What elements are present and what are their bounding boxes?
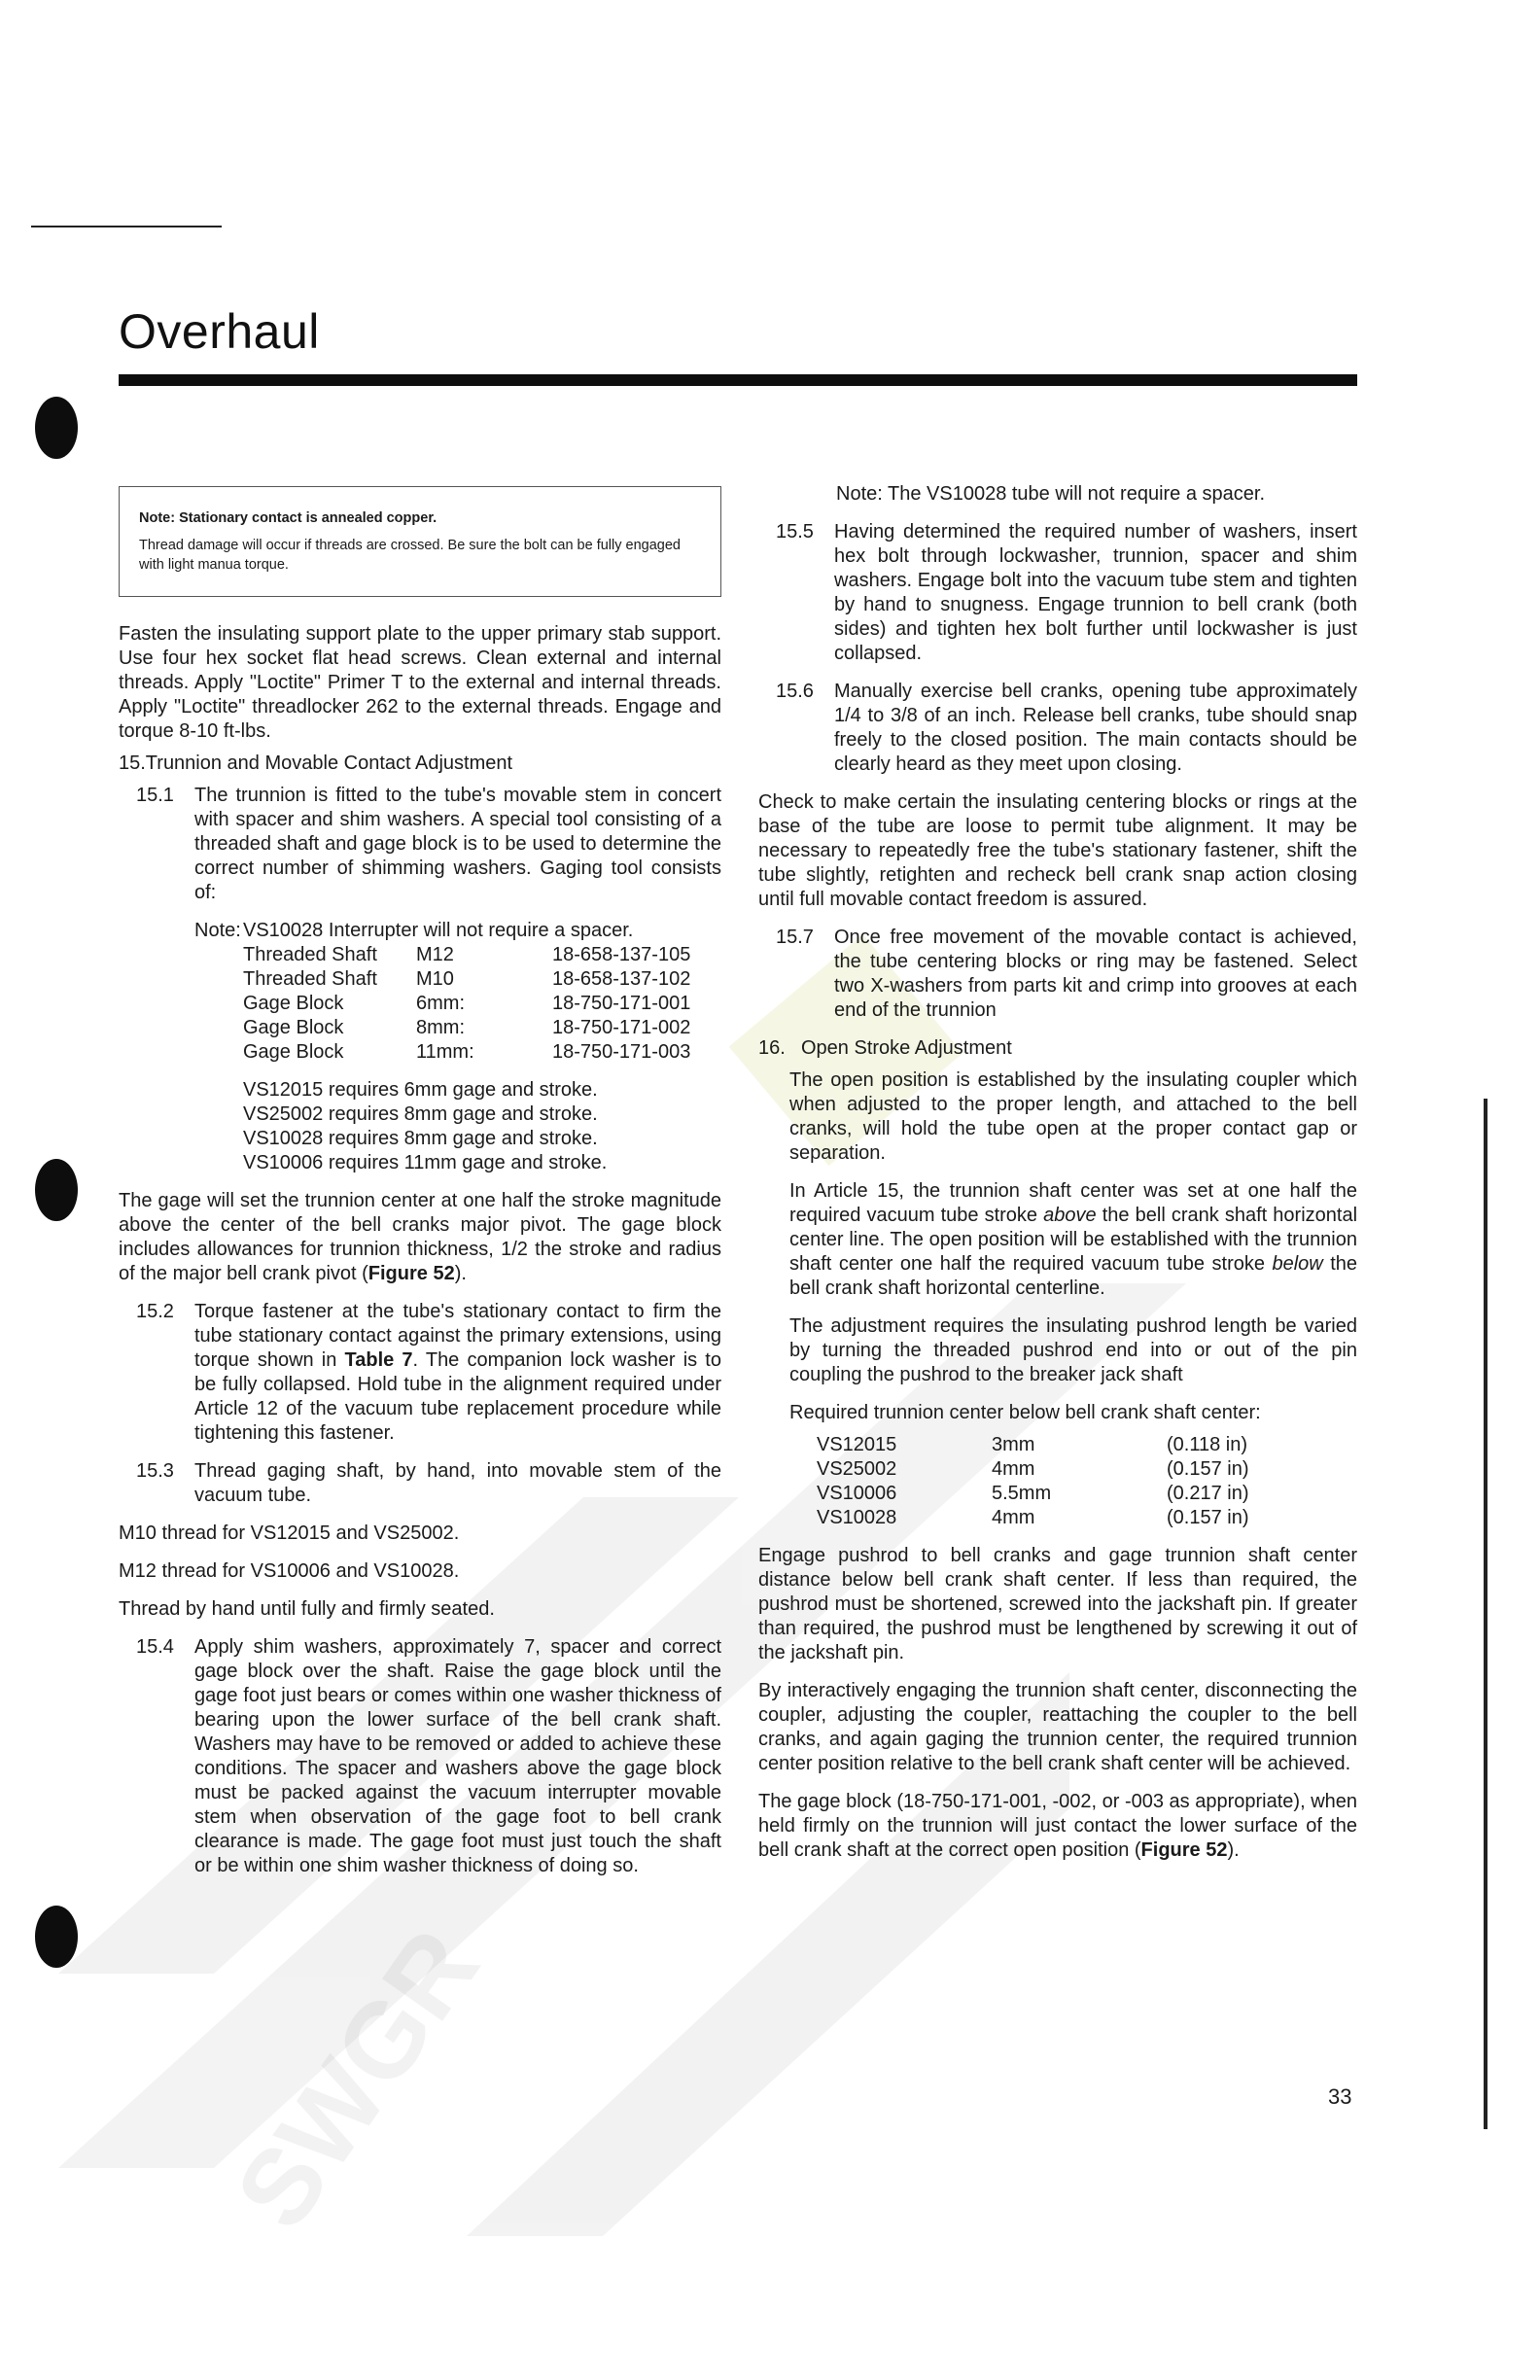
note-box-title: Note: Stationary contact is annealed copper. [139, 510, 438, 526]
article-15-paragraph [789, 1179, 1357, 1301]
gage-paragraph-text: The gage will set the trunnion center at one half the stroke magnitude above the center of the bell cranks major pivot. The gage block includes allowances for trunnion thickness, 1/2 the stroke and radius of the major bell crank pivot ( [119, 1190, 721, 1284]
step-text [194, 1300, 721, 1446]
tool-part-number: 18-658-137-105 [552, 944, 691, 965]
gage-paragraph-end: ). [454, 1263, 467, 1284]
tool-name: Gage Block [243, 1041, 344, 1063]
note-box [119, 486, 721, 597]
requirement-line: VS12015 requires 6mm gage and stroke. [243, 1079, 598, 1101]
model-name: VS25002 [817, 1458, 897, 1480]
model-name: VS10006 [817, 1483, 897, 1504]
step-number: 15.2 [136, 1301, 174, 1322]
binder-hole-bottom [35, 1906, 78, 1968]
page-title: Overhaul [119, 304, 320, 359]
m10-thread-line: M10 thread for VS12015 and VS25002. [119, 1522, 460, 1544]
tool-name: Gage Block [243, 993, 344, 1014]
gaging-tool-list [194, 919, 721, 1175]
step-15-6 [758, 680, 1357, 777]
requirement-line: VS10028 requires 8mm gage and stroke. [243, 1128, 598, 1149]
open-position-paragraph: The open position is established by the insulating coupler which when adjusted to the proper length, and attached to the bell cranks, will hold the tube open at the proper contact gap or separation. [789, 1069, 1357, 1164]
step-15-7 [758, 926, 1357, 1023]
gage-paragraph [119, 1189, 721, 1286]
page-number: 33 [1328, 2084, 1352, 2109]
adjustment-paragraph: The adjustment requires the insulating pushrod length be varied by turning the threaded pushrod end into or out of the pin coupling the pushrod to the breaker jack shaft [789, 1315, 1357, 1385]
trunnion-row [817, 1457, 1357, 1482]
tool-row [243, 992, 721, 1016]
gage-block-text: The gage block (18-750-171-001, -002, or -003 as appropriate), when held firmly on the trunnion will just contact the lower surface of the bell crank shaft at the correct open position ( [758, 1791, 1357, 1861]
article-text-b: the bell crank shaft horizontal center line. The open position will be established with the trunnion shaft center one half the required vacuum tube stroke [789, 1205, 1358, 1275]
note-box-body: Thread damage will occur if threads are crossed. Be sure the bolt can be fully engaged with light manua torque. [139, 538, 681, 573]
m12-thread-line: M12 thread for VS10006 and VS10028. [119, 1560, 460, 1582]
tool-size: 11mm: [416, 1041, 474, 1063]
offset-inch: (0.157 in) [1167, 1458, 1249, 1480]
trunnion-row [817, 1433, 1357, 1457]
model-name: VS12015 [817, 1434, 897, 1455]
tools-note: VS10028 Interrupter will not require a spacer. [243, 920, 634, 941]
figure-reference: Figure 52 [1140, 1839, 1228, 1861]
step-text-a: Torque fastener at the tube's stationary contact to firm the tube stationary contact against the primary extensions, using torque shown in [194, 1301, 721, 1371]
step-number: 15.4 [136, 1636, 174, 1658]
tool-part-number: 18-750-171-003 [552, 1041, 691, 1063]
step-number: 15.1 [136, 785, 174, 806]
figure-reference: Figure 52 [368, 1263, 455, 1284]
header-short-rule [31, 226, 222, 228]
trunnion-row [817, 1482, 1357, 1506]
offset-mm: 4mm [992, 1458, 1035, 1480]
section-16-heading [758, 1036, 1357, 1061]
offset-mm: 5.5mm [992, 1483, 1052, 1504]
gage-block-end: ). [1227, 1839, 1240, 1861]
requirement-line: VS25002 requires 8mm gage and stroke. [243, 1103, 598, 1125]
step-15-3 [119, 1459, 721, 1508]
spacer-note: Note: The VS10028 tube will not require a spacer. [836, 483, 1266, 505]
tool-part-number: 18-750-171-002 [552, 1017, 691, 1038]
tool-table [243, 943, 721, 1065]
binder-hole-middle [35, 1159, 78, 1221]
requirement-list [243, 1078, 721, 1175]
tool-row [243, 1040, 721, 1065]
offset-mm: 3mm [992, 1434, 1035, 1455]
title-rule [119, 374, 1357, 386]
scan-edge-line [1484, 1099, 1488, 2129]
step-text: Once free movement of the movable contact is achieved, the tube centering blocks or ring may be fastened. Select two X-washers from parts kit and crimp into grooves at each end of the trunnion [834, 927, 1357, 1021]
emphasis-below: below [1272, 1253, 1323, 1275]
article-text-c: the bell crank shaft horizontal centerline. [789, 1253, 1357, 1299]
intro-paragraph: Fasten the insulating support plate to the upper primary stab support. Use four hex socket flat head screws. Clean external and internal threads. Apply "Loctite" Primer T to the external and internal threads. Apply "Loctite" threadlocker 262 to the external threads. Engage and torque 8-10 ft-lbs. [119, 623, 721, 742]
article-text-a: In Article 15, the trunnion shaft center was set at one half the required vacuum tube stroke [789, 1180, 1357, 1226]
offset-inch: (0.118 in) [1167, 1434, 1248, 1455]
requirement-line: VS10006 requires 11mm gage and stroke. [243, 1152, 608, 1173]
step-text-b: . The companion lock washer is to be fully collapsed. Hold tube in the alignment required under Article 12 of the vacuum tube replacement procedure while tightening this fastener. [194, 1349, 721, 1444]
tool-size: M12 [416, 944, 454, 965]
section-15-heading: 15.Trunnion and Movable Contact Adjustment [119, 752, 513, 774]
step-number: 15.3 [136, 1460, 174, 1482]
engage-paragraph: Engage pushrod to bell cranks and gage trunnion shaft center distance below bell crank shaft center. If less than required, the pushrod must be shortened, screwed into the jackshaft pin. If greater than required, the pushrod must be lengthened by screwing it out of the jackshaft pin. [758, 1545, 1357, 1663]
tool-row [243, 943, 721, 967]
step-text: Manually exercise bell cranks, opening tube approximately 1/4 to 3/8 of an inch. Release bell cranks, tube should snap freely to the closed position. The main contacts should be clearly heard as they meet upon closing. [834, 681, 1357, 775]
tool-part-number: 18-750-171-001 [552, 993, 691, 1014]
step-15-5 [758, 520, 1357, 666]
section-number: 16. [758, 1037, 786, 1059]
step-number: 15.7 [776, 927, 814, 948]
offset-inch: (0.157 in) [1167, 1507, 1249, 1528]
step-text: Thread gaging shaft, by hand, into movable stem of the vacuum tube. [194, 1460, 721, 1506]
trunnion-table [817, 1433, 1357, 1530]
offset-mm: 4mm [992, 1507, 1035, 1528]
tool-size: M10 [416, 968, 454, 990]
tool-name: Threaded Shaft [243, 968, 377, 990]
right-column [758, 482, 1357, 1863]
tool-size: 8mm: [416, 1017, 465, 1038]
tool-name: Gage Block [243, 1017, 344, 1038]
tool-row [243, 967, 721, 992]
left-column [119, 486, 721, 1878]
offset-inch: (0.217 in) [1167, 1483, 1249, 1504]
step-15-4 [119, 1635, 721, 1878]
step-15-1 [119, 784, 721, 905]
step-text: Apply shim washers, approximately 7, spacer and correct gage block over the shaft. Raise the gage block until the gage foot just bears or comes within one washer thickness of bearing upon the lower surface of the bell crank shaft. Washers may have to be removed or added to achieve these conditions. The spacer and washers above the gage block must be packed against the vacuum interrupter movable stem when observation of the gage foot to bell crank clearance is made. The gage foot must just touch the shaft or be within one shim washer thickness of doing so. [194, 1636, 721, 1876]
gage-block-paragraph [758, 1790, 1357, 1863]
tool-size: 6mm: [416, 993, 465, 1014]
step-text: The trunnion is fitted to the tube's movable stem in concert with spacer and shim washers. A special tool consisting of a threaded shaft and gage block is to be used to determine the correct number of shimming washers. Gaging tool consists of: [194, 785, 721, 903]
required-label: Required trunnion center below bell crank shaft center: [789, 1402, 1261, 1423]
step-number: 15.5 [776, 521, 814, 542]
tool-name: Threaded Shaft [243, 944, 377, 965]
tool-row [243, 1016, 721, 1040]
model-name: VS10028 [817, 1507, 897, 1528]
step-15-2 [119, 1300, 721, 1446]
emphasis-above: above [1043, 1205, 1097, 1226]
step-text: Having determined the required number of washers, insert hex bolt through lockwasher, trunnion, spacer and shim washers. Engage bolt into the vacuum tube stem and tighten by hand to snugness. Engage trunnion to bell crank (both sides) and tighten hex bolt further until lockwasher is just collapsed. [834, 521, 1357, 664]
interactive-paragraph: By interactively engaging the trunnion shaft center, disconnecting the coupler, adjusting the coupler, reattaching the coupler to the bell cranks, and again gaging the trunnion center, the required trunnion center position relative to the bell crank shaft center will be achieved. [758, 1680, 1357, 1774]
step-number: 15.6 [776, 681, 814, 702]
binder-hole-top [35, 397, 78, 459]
tools-note-lead: Note: [194, 920, 241, 941]
hand-thread-line: Thread by hand until fully and firmly seated. [119, 1598, 495, 1620]
table-reference: Table 7 [344, 1349, 413, 1371]
check-paragraph: Check to make certain the insulating centering blocks or rings at the base of the tube are loose to permit tube alignment. It may be necessary to repeatedly free the tube's stationary fastener, shift the tube slightly, retighten and recheck bell crank snap action closing until full movable contact freedom is assured. [758, 791, 1357, 910]
section-title: Open Stroke Adjustment [801, 1037, 1012, 1059]
tool-part-number: 18-658-137-102 [552, 968, 691, 990]
watermark-text: SWGR [212, 1908, 502, 2250]
trunnion-row [817, 1506, 1357, 1530]
